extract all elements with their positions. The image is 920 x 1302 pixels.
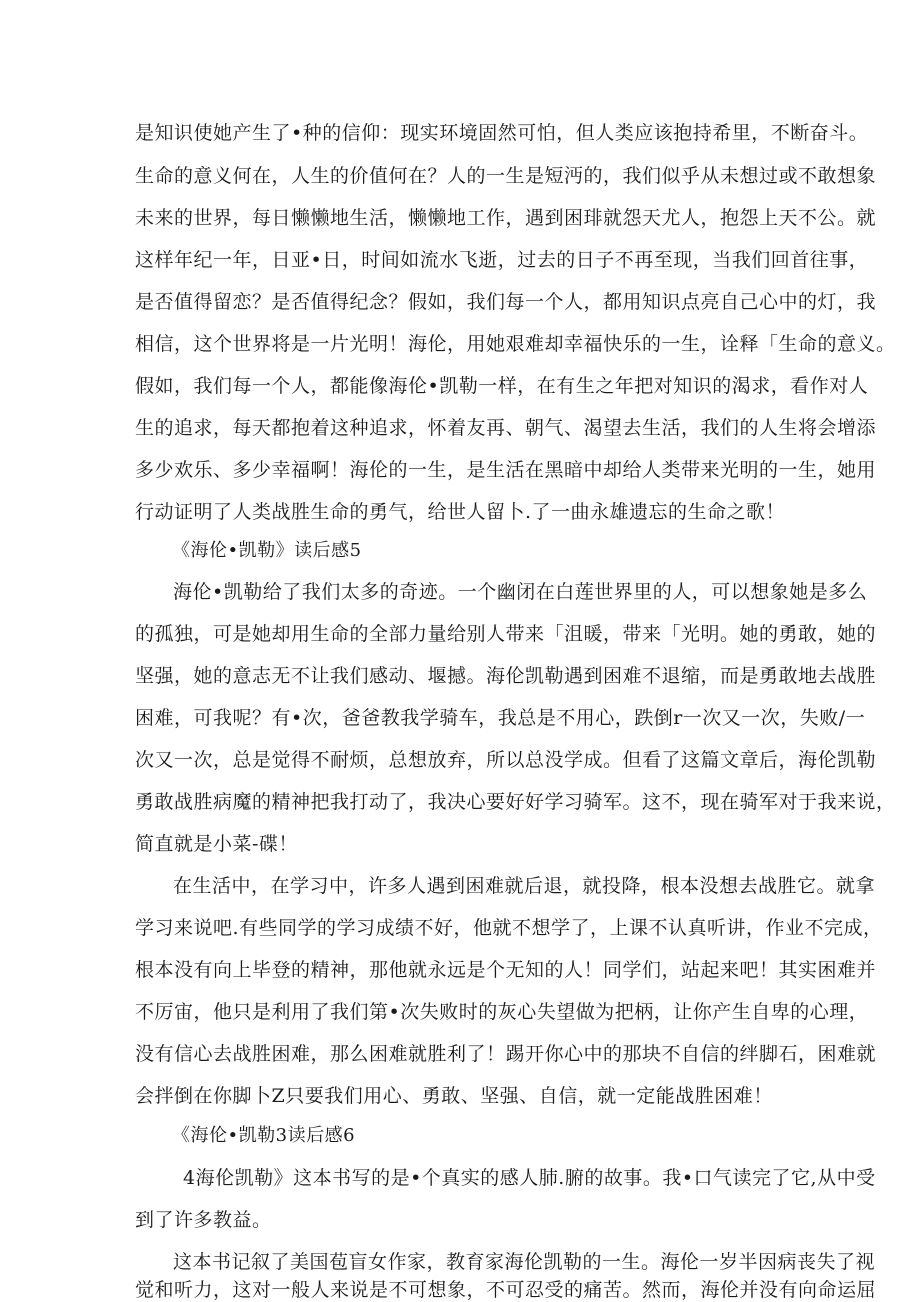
text-line: 这样年纪一年，日亚•日，时间如流水飞逝，过去的日子不再至现，当我们回首往事， [135,249,869,271]
text-line: 未来的世界，每日懒懒地生活，懒懒地工作，遇到困琲就怨天尤人，抱怨上天不公。就 [135,207,877,229]
text-line: 生命的意义何在，人生的价值何在？人的一生是短沔的，我们似乎从未想过或不敢想象 [135,165,877,187]
text-line: 不厉宙，他只是利用了我们第•次失败时的灰心失望做为把柄，让你产生自卑的心理， [135,1001,869,1023]
text-line: 根本没有向上毕登的精神，那他就永远是个无知的人！同学们，站起来吧！其实困难并 [135,959,877,981]
text-line: 勇敢战胜病魔的精神把我打动了，我决心要好好学习骑军。这不，现在骑军对于我来说， [135,791,896,813]
text-line: 学习来说吧.有些同学的学习成绩不好，他就不想学了，上课不认真听讲，作业不完成， [135,917,883,939]
text-line: 次又一次，总是觉得不耐烦，总想放弃，所以总没学成。但看了这篇文章后，海伦凯勒 [135,749,877,771]
text-line: 在生活中，在学习中，许多人遇到困难就后退，就投降，根本没想去战胜它。就拿 [173,875,876,897]
text-line: 相信，这个世界将是一片光明！海伦，用她艰难却幸福快乐的一生，诠释「生命的意义。 [135,333,896,355]
text-line: 假如，我们每一个人，都能像海伦•凯勒一样，在有生之年把对知识的渴求，看作对人 [135,375,869,397]
text-line: 觉和听力，这对一般人来说是不可想象，不可忍受的痛苦。然而，海伦并没有向命运屈 [135,1279,877,1301]
text-line: 4海伦凯勒》这本书写的是•个真实的感人肺.腑的故事。我•口气读完了它,从中受 [183,1167,876,1189]
text-line: 是知识使她产生了•种的信仰：现实环境固然可怕，但人类应该抱持希里，不断奋斗。 [135,122,869,144]
text-line: 困难，可我呢？有•次，爸爸教我学骑车，我总是不用心，跌倒r一次又一次，失败/一 [135,707,866,729]
text-line: 生的追求，每天都抱着这种追求，怀着友再、朝气、渴望去生活，我们的人生将会增添 [135,417,877,439]
text-line: 到了许多教益。 [135,1209,272,1231]
text-line: 没有信心去战胜困难，那么困难就胜利了！踢开你心中的那块不自信的绊脚石，困难就 [135,1043,877,1065]
section-title: 《海伦•凯勒》读后感5 [172,540,362,561]
text-line: 是否值得留恋？是否值得纪念？假如，我们每一个人，都用知识点亮自己心中的灯，我 [135,291,877,313]
text-line: 坚强，她的意志无不让我们感动、堰撼。海伦凯勒遇到困难不退缩，而是勇敢地去战胜 [135,665,877,687]
section-title: 《海伦•凯勒3读后感6 [172,1125,356,1146]
text-line: 的孤独，可是她却用生命的全部力量给别人带来「沮暖，带来「光明。她的勇敢，她的 [135,623,877,645]
text-line: 这本书记叙了美国苞盲女作家，教育家海伦凯勒的一生。海伦一岁半因病丧失了视 [173,1251,876,1273]
text-line: 行动证明了人类战胜生命的勇气，给世人留卜.了一曲永雄遗忘的生命之歌！ [135,501,786,523]
text-line: 简直就是小菜-碟！ [135,833,298,855]
text-line: 多少欢乐、多少幸福啊！海伦的一生，是生活在黑暗中却给人类带来光明的一生，她用 [135,459,877,481]
text-line: 会拌倒在你脚卜Z只要我们用心、勇敢、坚强、自信，就一定能战胜困难！ [135,1085,773,1107]
text-line: 海伦•凯勒给了我们太多的奇迹。一个幽闭在白莲世界里的人，可以想象她是多么 [173,581,868,603]
